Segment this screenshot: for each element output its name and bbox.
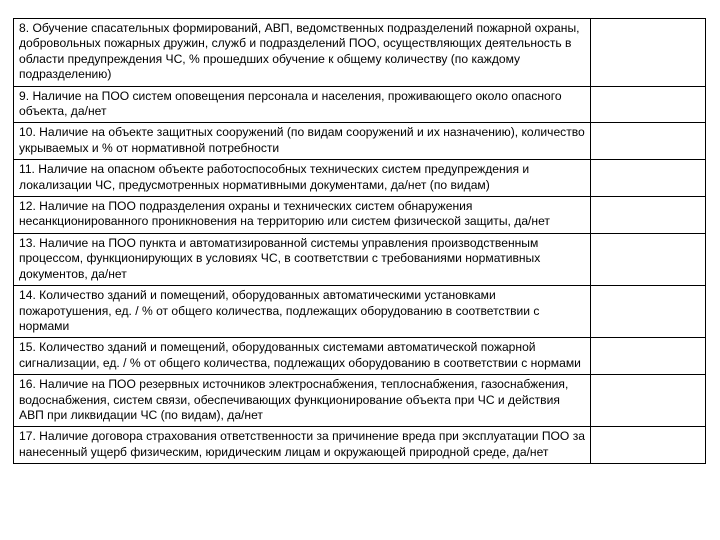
criterion-text: 16. Наличие на ПОО резервных источников электроснабжения, теплоснабжения, газоснабжения, водоснабжения, систем связи, обеспечивающих функционирование объекта при ЧС и действия АВП при ликвидации ЧС (по видам), да/нет: [14, 375, 591, 427]
criterion-text: 17. Наличие договора страхования ответственности за причинение вреда при эксплуатации ПОО за нанесенный ущерб физическим, юридическим лицам и окружающей природной среде, да/нет: [14, 427, 591, 464]
criterion-text: 12. Наличие на ПОО подразделения охраны и технических систем обнаружения несанкционированного проникновения на территорию или систем физической защиты, да/нет: [14, 197, 591, 234]
table-row: [14, 233, 706, 285]
criterion-value: [591, 19, 706, 87]
table-row: [14, 123, 706, 160]
criterion-text: 9. Наличие на ПОО систем оповещения персонала и населения, проживающего около опасного объекта, да/нет: [14, 86, 591, 123]
criterion-text: 10. Наличие на объекте защитных сооружений (по видам сооружений и их назначению), количество укрываемых и % от нормативной потребности: [14, 123, 591, 160]
criterion-value: [591, 286, 706, 338]
criterion-value: [591, 86, 706, 123]
criterion-value: [591, 427, 706, 464]
criterion-text: 11. Наличие на опасном объекте работоспособных технических систем предупреждения и локализации ЧС, предусмотренных нормативными документами, да/нет (по видам): [14, 160, 591, 197]
table-row: [14, 338, 706, 375]
table-row: [14, 86, 706, 123]
table-row: [14, 160, 706, 197]
criterion-text: 13. Наличие на ПОО пункта и автоматизированной системы управления производственным процессом, функционирующих в условиях ЧС, в соответствии с требованиями нормативных документов, да/нет: [14, 233, 591, 285]
table-row: [14, 286, 706, 338]
criteria-table: [13, 18, 706, 464]
criterion-value: [591, 233, 706, 285]
criterion-text: 8. Обучение спасательных формирований, АВП, ведомственных подразделений пожарной охраны, добровольных пожарных дружин, служб и подразделений ПОО, осуществляющих деятельность в области предупреждения ЧС, % прошедших обучение к общему количеству (по каждому подразделению): [14, 19, 591, 87]
table-row: [14, 197, 706, 234]
criterion-value: [591, 197, 706, 234]
table-row: [14, 19, 706, 87]
criterion-value: [591, 375, 706, 427]
criterion-text: 14. Количество зданий и помещений, оборудованных автоматическими установками пожаротушения, ед. / % от общего количества, подлежащих оборудованию в соответствии с нормами: [14, 286, 591, 338]
table-row: [14, 427, 706, 464]
criterion-value: [591, 160, 706, 197]
criterion-value: [591, 123, 706, 160]
table-row: [14, 375, 706, 427]
criterion-value: [591, 338, 706, 375]
criterion-text: 15. Количество зданий и помещений, оборудованных системами автоматической пожарной сигнализации, ед. / % от общего количества, подлежащих оборудованию в соответствии с нормами: [14, 338, 591, 375]
